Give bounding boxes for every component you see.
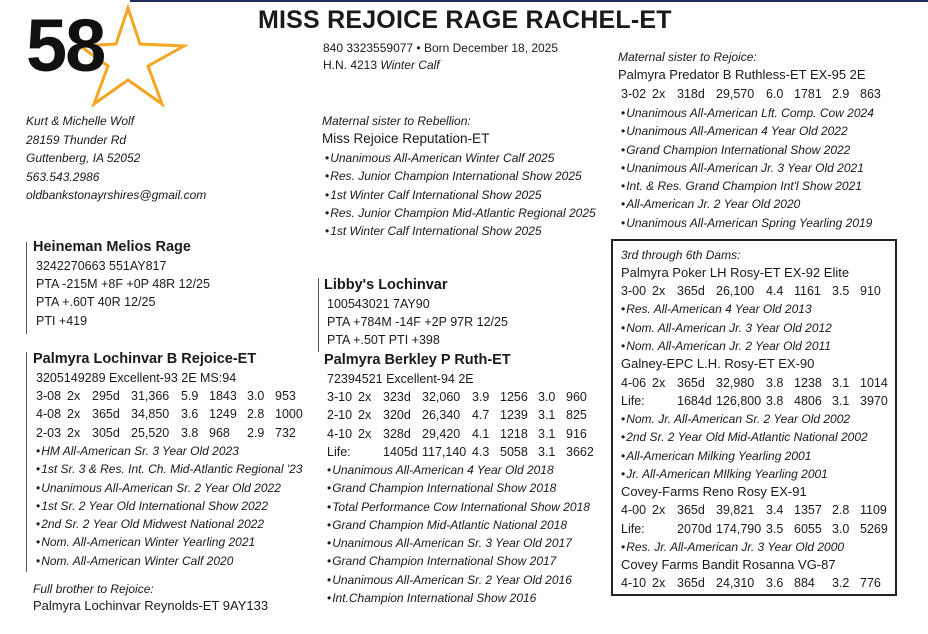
record-cell: 6.0 bbox=[766, 87, 784, 101]
record-cell: 318d bbox=[677, 87, 705, 101]
record-cell: 910 bbox=[860, 284, 881, 299]
record-cell: 174,790 bbox=[716, 521, 762, 536]
sire-line: PTI +419 bbox=[36, 313, 88, 328]
mgs-info bbox=[327, 295, 508, 350]
dam3-record bbox=[621, 282, 894, 300]
award-item: • Grand Champion Mid-Atlantic National 2018 bbox=[327, 516, 590, 534]
record-cell: 4-10 bbox=[327, 426, 353, 441]
award-item: • Unanimous All-American 4 Year Old 2022 bbox=[621, 122, 874, 140]
record-cell: 1239 bbox=[500, 408, 528, 423]
record-cell: 3.1 bbox=[832, 393, 850, 408]
record-cell: 365d bbox=[677, 576, 705, 591]
dam-info bbox=[36, 369, 309, 442]
record-cell: 1161 bbox=[794, 284, 821, 299]
record-cell: 34,850 bbox=[131, 407, 170, 422]
record-cell: 916 bbox=[566, 426, 587, 441]
record-cell: 4806 bbox=[794, 393, 822, 408]
award-item: • Unanimous All-American 4 Year Old 2018 bbox=[327, 461, 590, 479]
award-item: • Res. Junior Champion International Show 2025 bbox=[325, 167, 596, 185]
record-cell: 29,420 bbox=[422, 426, 461, 441]
dam-awards bbox=[36, 442, 303, 570]
record-row bbox=[621, 85, 894, 103]
record-cell: 968 bbox=[209, 425, 230, 440]
granddam-classification: 72394521 Excellent-94 2E bbox=[327, 372, 474, 386]
dam-records bbox=[36, 387, 309, 442]
record-cell: 3.0 bbox=[538, 390, 556, 405]
record-cell: 5269 bbox=[860, 521, 888, 536]
mgs-line: PTA +.50T PTI +398 bbox=[327, 333, 440, 348]
record-cell: 3-10 bbox=[327, 390, 353, 405]
mgs-line: PTA +784M -14F +2P 97R 12/25 bbox=[327, 315, 508, 330]
record-cell: 365d bbox=[677, 375, 705, 390]
full-brother-name: Palmyra Lochinvar Reynolds-ET 9AY133 bbox=[33, 598, 269, 613]
owner-city: Guttenberg, IA 52052 bbox=[26, 151, 141, 165]
granddam-awards bbox=[327, 461, 590, 607]
award-item: • Jr. All-American MIlking Yearling 2001 bbox=[621, 465, 894, 483]
record-cell: Life: bbox=[327, 444, 351, 459]
award-item: • 1st Winter Calf International Show 2025 bbox=[325, 222, 596, 240]
dam6-name: Covey Farms Bandit Rosanna VG-87 bbox=[621, 557, 836, 572]
record-cell: 4.1 bbox=[472, 426, 490, 441]
record-cell: 3-02 bbox=[621, 87, 647, 101]
award-item: • Nom. All-American Winter Calf 2020 bbox=[36, 552, 303, 570]
record-cell: 2070d bbox=[677, 521, 712, 536]
record-row bbox=[621, 501, 894, 519]
record-cell: 884 bbox=[794, 576, 815, 591]
record-cell: 2.9 bbox=[247, 425, 265, 440]
dam4-record bbox=[621, 374, 894, 410]
record-cell: 960 bbox=[566, 390, 587, 405]
record-cell: 4-08 bbox=[36, 407, 62, 422]
record-cell: 3.5 bbox=[832, 284, 850, 299]
hn-class: Winter Calf bbox=[380, 58, 440, 72]
record-cell: 3.6 bbox=[181, 407, 199, 422]
sire-name: Heineman Melios Rage bbox=[33, 239, 191, 255]
record-cell: 2-03 bbox=[36, 425, 62, 440]
dams-box-heading: 3rd through 6th Dams: bbox=[621, 248, 741, 262]
award-item: • Nom. All-American Jr. 3 Year Old 2012 bbox=[621, 319, 894, 337]
sister-rejoice-name: Palmyra Predator B Ruthless-ET EX-95 2E bbox=[618, 67, 866, 82]
award-item: • Int.Champion International Show 2016 bbox=[327, 589, 590, 607]
record-cell: 2.9 bbox=[832, 87, 850, 101]
sire-bracket bbox=[26, 242, 27, 334]
dam-classification: 3205149289 Excellent-93 2E MS:94 bbox=[36, 371, 237, 385]
award-item: • Nom. All-American Winter Yearling 2021 bbox=[36, 533, 303, 551]
record-row bbox=[36, 387, 309, 405]
record-cell: 305d bbox=[92, 425, 120, 440]
record-cell: 365d bbox=[677, 284, 705, 299]
award-item: • Unanimous All-American Sr. 2 Year Old 2022 bbox=[36, 479, 303, 497]
award-item: • 2nd Sr. 2 Year Old Midwest National 2022 bbox=[36, 515, 303, 533]
record-cell: 1109 bbox=[860, 503, 887, 518]
granddam-info bbox=[327, 370, 600, 461]
award-item: • Grand Champion International Show 2018 bbox=[327, 479, 590, 497]
record-row bbox=[621, 574, 894, 592]
record-cell: 3.8 bbox=[766, 375, 784, 390]
record-row bbox=[621, 520, 894, 538]
record-cell: 863 bbox=[860, 87, 881, 101]
dam-bracket bbox=[26, 352, 27, 572]
lot-number: 58 bbox=[26, 4, 105, 87]
record-cell: 323d bbox=[383, 390, 411, 405]
award-item: • Total Performance Cow International Show 2018 bbox=[327, 498, 590, 516]
granddam-records bbox=[327, 388, 600, 461]
record-cell: 1357 bbox=[794, 503, 822, 518]
record-cell: 732 bbox=[275, 425, 296, 440]
record-row bbox=[36, 424, 309, 442]
record-cell: 39,821 bbox=[716, 503, 755, 518]
record-row bbox=[327, 425, 600, 443]
owner-phone: 563.543.2986 bbox=[26, 169, 100, 184]
record-cell: 5.9 bbox=[181, 389, 199, 404]
record-cell: 3.1 bbox=[538, 426, 556, 441]
record-row bbox=[621, 374, 894, 392]
registration-info bbox=[323, 40, 558, 74]
dam-name: Palmyra Lochinvar B Rejoice-ET bbox=[33, 351, 257, 367]
dam5-record bbox=[621, 501, 894, 537]
record-cell: 26,100 bbox=[716, 284, 755, 299]
dams-box-content bbox=[621, 246, 894, 592]
dam6-record bbox=[621, 574, 894, 592]
award-item: • Grand Champion International Show 2017 bbox=[327, 552, 590, 570]
sister-rebellion-name: Miss Rejoice Reputation-ET bbox=[322, 131, 490, 146]
sire-info bbox=[36, 257, 210, 330]
award-item: • Nom. All-American Jr. 2 Year Old 2011 bbox=[621, 337, 894, 355]
record-cell: 776 bbox=[860, 576, 881, 591]
top-rule bbox=[130, 0, 928, 2]
dam3-name: Palmyra Poker LH Rosy-ET EX-92 Elite bbox=[621, 265, 850, 280]
owner-block bbox=[26, 112, 206, 205]
record-cell: 2x bbox=[358, 408, 372, 423]
dam4-name: Galney-EPC L.H. Rosy-ET EX-90 bbox=[621, 356, 815, 372]
award-item: • Int. & Res. Grand Champion Int'l Show 2021 bbox=[621, 177, 874, 195]
record-cell: 1000 bbox=[275, 407, 303, 422]
record-cell: 1238 bbox=[794, 375, 822, 390]
record-cell: 3.9 bbox=[472, 390, 490, 405]
award-item: • 1st Winter Calf International Show 2025 bbox=[325, 186, 596, 204]
owner-email: oldbankstonayrshires@gmail.com bbox=[26, 188, 207, 202]
award-item: • 1st Sr. 2 Year Old International Show 2022 bbox=[36, 497, 303, 515]
award-item: • Unanimous All-American Sr. 2 Year Old 2016 bbox=[327, 571, 590, 589]
granddam-name: Palmyra Berkley P Ruth-ET bbox=[324, 352, 511, 368]
record-row bbox=[327, 443, 600, 461]
record-cell: 825 bbox=[566, 408, 587, 423]
record-cell: 2x bbox=[652, 576, 666, 591]
reg-line: 840 3323559077 • Born December 18, 2025 bbox=[323, 41, 559, 55]
mgs-bracket bbox=[318, 278, 319, 352]
record-cell: 4.3 bbox=[472, 444, 490, 459]
record-cell: 2x bbox=[652, 375, 666, 390]
record-cell: 1218 bbox=[500, 426, 528, 441]
record-cell: 2x bbox=[358, 426, 372, 441]
record-cell: 3970 bbox=[860, 393, 888, 408]
record-cell: 2x bbox=[652, 87, 666, 101]
record-cell: 126,800 bbox=[716, 393, 762, 408]
award-item: • Nom. Jr. All-American Sr. 2 Year Old 2002 bbox=[621, 410, 894, 428]
award-item: • All-American Jr. 2 Year Old 2020 bbox=[621, 195, 874, 213]
record-row bbox=[36, 405, 309, 423]
record-cell: 3.8 bbox=[181, 425, 199, 440]
dam5-awards bbox=[621, 538, 894, 556]
full-brother-note: Full brother to Rejoice: bbox=[33, 582, 154, 596]
record-cell: 32,060 bbox=[422, 390, 461, 405]
record-cell: 1249 bbox=[209, 407, 237, 422]
record-row bbox=[327, 406, 600, 424]
award-item: • HM All-American Sr. 3 Year Old 2023 bbox=[36, 442, 303, 460]
record-cell: 25,520 bbox=[131, 425, 170, 440]
owner-name: Kurt & Michelle Wolf bbox=[26, 114, 135, 128]
award-item: • Unanimous All-American Winter Calf 2025 bbox=[325, 149, 596, 167]
record-cell: 953 bbox=[275, 389, 296, 404]
sister-rebellion-note: Maternal sister to Rebellion: bbox=[322, 114, 471, 128]
record-cell: 24,310 bbox=[716, 576, 755, 591]
record-cell: 2x bbox=[67, 389, 81, 404]
record-cell: 26,340 bbox=[422, 408, 461, 423]
award-item: • 2nd Sr. 2 Year Old Mid-Atlantic National 2002 bbox=[621, 428, 894, 446]
record-cell: 4-06 bbox=[621, 375, 647, 390]
record-cell: 1014 bbox=[860, 375, 888, 390]
record-cell: 3.6 bbox=[766, 576, 784, 591]
record-cell: 320d bbox=[383, 408, 411, 423]
mgs-name: Libby's Lochinvar bbox=[324, 277, 448, 293]
award-item: • Unanimous All-American Jr. 3 Year Old 2021 bbox=[621, 159, 874, 177]
record-cell: 1256 bbox=[500, 390, 528, 405]
record-cell: 2x bbox=[358, 390, 372, 405]
dam3-awards bbox=[621, 300, 894, 355]
award-item: • 1st Sr. 3 & Res. Int. Ch. Mid-Atlantic Regional '23 bbox=[36, 460, 303, 478]
record-cell: 3.4 bbox=[766, 503, 784, 518]
record-cell: 2x bbox=[652, 503, 666, 518]
record-cell: 31,366 bbox=[131, 389, 170, 404]
record-row bbox=[621, 282, 894, 300]
record-cell: 29,570 bbox=[716, 87, 755, 101]
record-cell: 2.8 bbox=[832, 503, 850, 518]
record-cell: 3.0 bbox=[832, 521, 850, 536]
sister-rejoice-record bbox=[621, 85, 894, 103]
record-cell: 2.8 bbox=[247, 407, 265, 422]
record-cell: 2x bbox=[652, 284, 666, 299]
record-cell: 4-00 bbox=[621, 503, 647, 518]
record-cell: 365d bbox=[92, 407, 120, 422]
record-cell: 3-08 bbox=[36, 389, 62, 404]
record-cell: 1684d bbox=[677, 393, 712, 408]
record-cell: 2-10 bbox=[327, 408, 353, 423]
record-cell: 1781 bbox=[794, 87, 822, 101]
award-item: • Res. Jr. All-American Jr. 3 Year Old 2000 bbox=[621, 538, 894, 556]
record-cell: 4.4 bbox=[766, 284, 784, 299]
record-cell: 3-00 bbox=[621, 284, 647, 299]
record-cell: 3.0 bbox=[247, 389, 265, 404]
record-cell: Life: bbox=[621, 393, 645, 408]
record-cell: 3.1 bbox=[832, 375, 850, 390]
record-cell: 295d bbox=[92, 389, 120, 404]
sister-rejoice-awards bbox=[621, 104, 874, 232]
record-row bbox=[327, 388, 600, 406]
record-cell: 3.2 bbox=[832, 576, 850, 591]
record-cell: Life: bbox=[621, 521, 645, 536]
record-cell: 3.5 bbox=[766, 521, 784, 536]
dam5-name: Covey-Farms Reno Rosy EX-91 bbox=[621, 484, 807, 500]
sire-line: PTA -215M +8F +0P 48R 12/25 bbox=[36, 277, 210, 292]
mgs-line: 100543021 7AY90 bbox=[327, 297, 430, 311]
sister-rejoice-note: Maternal sister to Rejoice: bbox=[618, 50, 757, 64]
record-cell: 4.7 bbox=[472, 408, 490, 423]
award-item: • Unanimous All-American Lft. Comp. Cow 2024 bbox=[621, 104, 874, 122]
owner-address: 28159 Thunder Rd bbox=[26, 132, 127, 147]
award-item: • Res. All-American 4 Year Old 2013 bbox=[621, 300, 894, 318]
record-cell: 3.1 bbox=[538, 408, 556, 423]
record-cell: 3.1 bbox=[538, 444, 556, 459]
record-cell: 365d bbox=[677, 503, 705, 518]
sire-line: 3242270663 551AY817 bbox=[36, 259, 167, 273]
award-item: • Unanimous All-American Sr. 3 Year Old 2017 bbox=[327, 534, 590, 552]
hn-line: H.N. 4213 Winter Calf bbox=[323, 58, 440, 72]
sister-rebellion-awards bbox=[325, 149, 596, 240]
record-cell: 2x bbox=[67, 407, 81, 422]
award-item: • Unanimous All-American Spring Yearling 2019 bbox=[621, 214, 874, 232]
record-cell: 117,140 bbox=[422, 444, 467, 459]
award-item: • Res. Junior Champion Mid-Atlantic Regional 2025 bbox=[325, 204, 596, 222]
record-cell: 1405d bbox=[383, 444, 418, 459]
record-cell: 1843 bbox=[209, 389, 237, 404]
record-row bbox=[621, 392, 894, 410]
sire-line: PTA +.60T 40R 12/25 bbox=[36, 295, 156, 310]
record-cell: 5058 bbox=[500, 444, 528, 459]
record-cell: 32,980 bbox=[716, 375, 755, 390]
animal-title: MISS REJOICE RAGE RACHEL-ET bbox=[258, 6, 672, 34]
record-cell: 3662 bbox=[566, 444, 594, 459]
record-cell: 2x bbox=[67, 425, 81, 440]
award-item: • All-American Milking Yearling 2001 bbox=[621, 447, 894, 465]
award-item: • Grand Champion International Show 2022 bbox=[621, 141, 874, 159]
dam4-awards bbox=[621, 410, 894, 483]
record-cell: 4-10 bbox=[621, 576, 647, 591]
record-cell: 6055 bbox=[794, 521, 822, 536]
record-cell: 328d bbox=[383, 426, 411, 441]
record-cell: 3.8 bbox=[766, 393, 784, 408]
